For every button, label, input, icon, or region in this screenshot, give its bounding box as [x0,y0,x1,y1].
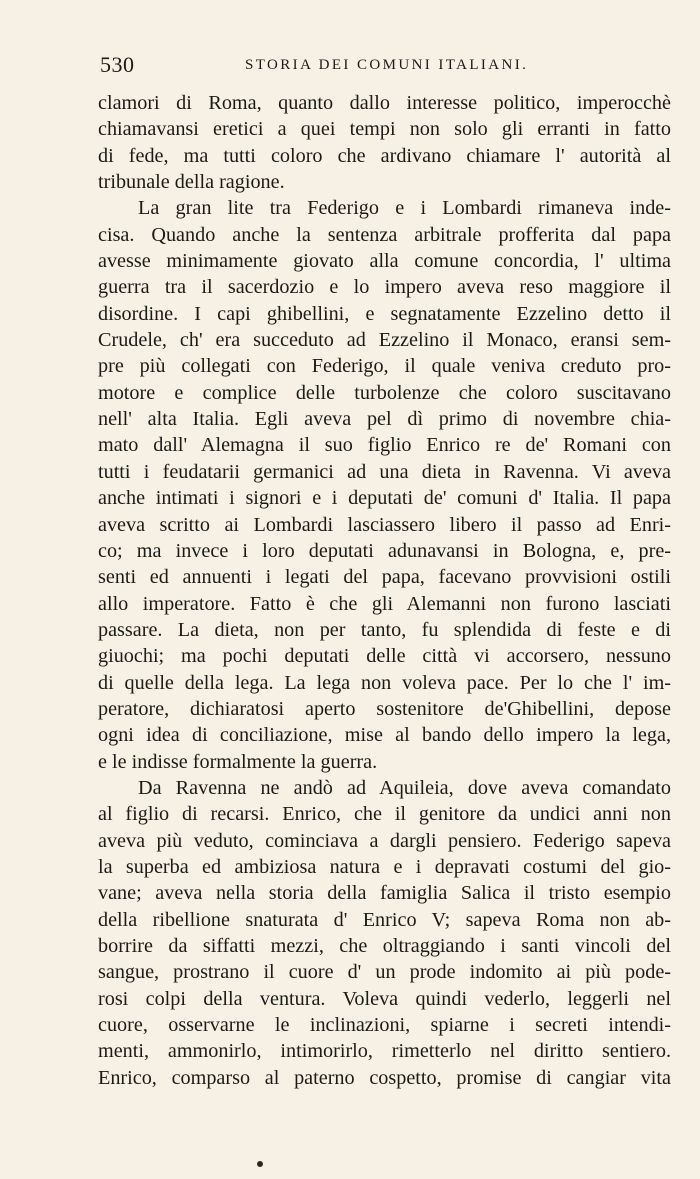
text-line: chiamavansi eretici a quei tempi non solo gli erranti in fatto [98,118,671,141]
text-line: mato dall' Alemagna il suo figlio Enrico re de' Romani con [98,434,671,457]
text-line: co; ma invece i loro deputati adunavansi in Bologna, e, pre- [98,539,671,562]
text-line: allo imperatore. Fatto è che gli Alemanni non furono lasciati [98,592,671,615]
text-line: la superba ed ambiziosa natura e i depravati costumi del gio- [98,855,671,878]
text-line: aveva più veduto, cominciava a dargli pensiero. Federigo sapeva [98,829,671,852]
text-line: cuore, osservarne le inclinazioni, spiarne i secreti intendi- [98,1014,671,1037]
running-title: STORIA DEI COMUNI ITALIANI. [245,57,529,73]
page-header [100,52,670,82]
text-line: giuochi; ma pochi deputati delle città vi accorsero, nessuno [98,645,671,668]
text-line: Enrico, comparso al paterno cospetto, promise di cangiar vita [98,1066,671,1089]
text-line: tribunale della ragione. [98,171,285,194]
text-line: Crudele, ch' era succeduto ad Ezzelino il Monaco, eransi sem- [98,329,671,352]
text-line: guerra tra il sacerdozio e lo impero aveva reso maggiore il [98,276,671,299]
footer-mark [257,1161,263,1167]
text-line: aveva scritto ai Lombardi lasciassero libero il passo ad Enri- [98,513,671,536]
text-line: anche intimati i signori e i deputati de' comuni d' Italia. Il papa [98,487,671,510]
text-line: passare. La dieta, non per tanto, fu splendida di feste e di [98,618,671,641]
text-line: pre più collegati con Federigo, il quale veniva creduto pro- [98,355,671,378]
text-line: ogni idea di conciliazione, mise al bando dello impero la lega, [98,724,671,747]
text-line: rosi colpi della ventura. Voleva quindi vederlo, leggerli nel [98,987,671,1010]
text-line: borrire da siffatti mezzi, che oltraggiando i santi vincoli del [98,935,671,957]
text-line: della ribellione snaturata d' Enrico V; sapeva Roma non ab- [98,908,671,931]
text-line: menti, ammonirlo, intimorirlo, rimetterlo nel diritto sentiero. [98,1040,671,1063]
text-line: di fede, ma tutti coloro che ardivano chiamare l' autorità al [98,144,671,167]
text-line: senti ed annuenti i legati del papa, facevano provvisioni ostili [98,566,671,589]
body-text [98,90,671,1091]
text-line: cisa. Quando anche la sentenza arbitrale profferita dal papa [98,223,671,246]
text-line: motore e complice delle turbolenze che coloro suscitavano [98,381,671,404]
page-number: 530 [100,52,135,77]
text-line: La gran lite tra Federigo e i Lombardi rimaneva inde- [138,197,671,220]
text-line: tutti i feudatarii germanici ad una dieta in Ravenna. Vi aveva [98,460,671,483]
text-line: clamori di Roma, quanto dallo interesse politico, imperocchè [98,92,671,114]
text-line: vane; aveva nella storia della famiglia Salica il tristo esempio [98,882,671,905]
text-line: avesse minimamente giovato alla comune concordia, l' ultima [98,250,671,273]
text-line: disordine. I capi ghibellini, e segnatamente Ezzelino detto il [98,302,671,325]
text-line: e le indisse formalmente la guerra. [98,750,378,773]
text-line: Da Ravenna ne andò ad Aquileia, dove aveva comandato [138,776,671,799]
text-line: di quelle della lega. La lega non voleva pace. Per lo che l' im- [98,671,671,694]
text-line: al figlio di recarsi. Enrico, che il genitore da undici anni non [98,803,671,826]
text-line: nell' alta Italia. Egli aveva pel dì primo di novembre chia- [98,408,671,431]
text-line: sangue, prostrano il cuore d' un prode indomito ai più pode- [98,961,671,984]
text-line: peratore, dichiaratosi aperto sostenitore de'Ghibellini, depose [98,697,671,720]
